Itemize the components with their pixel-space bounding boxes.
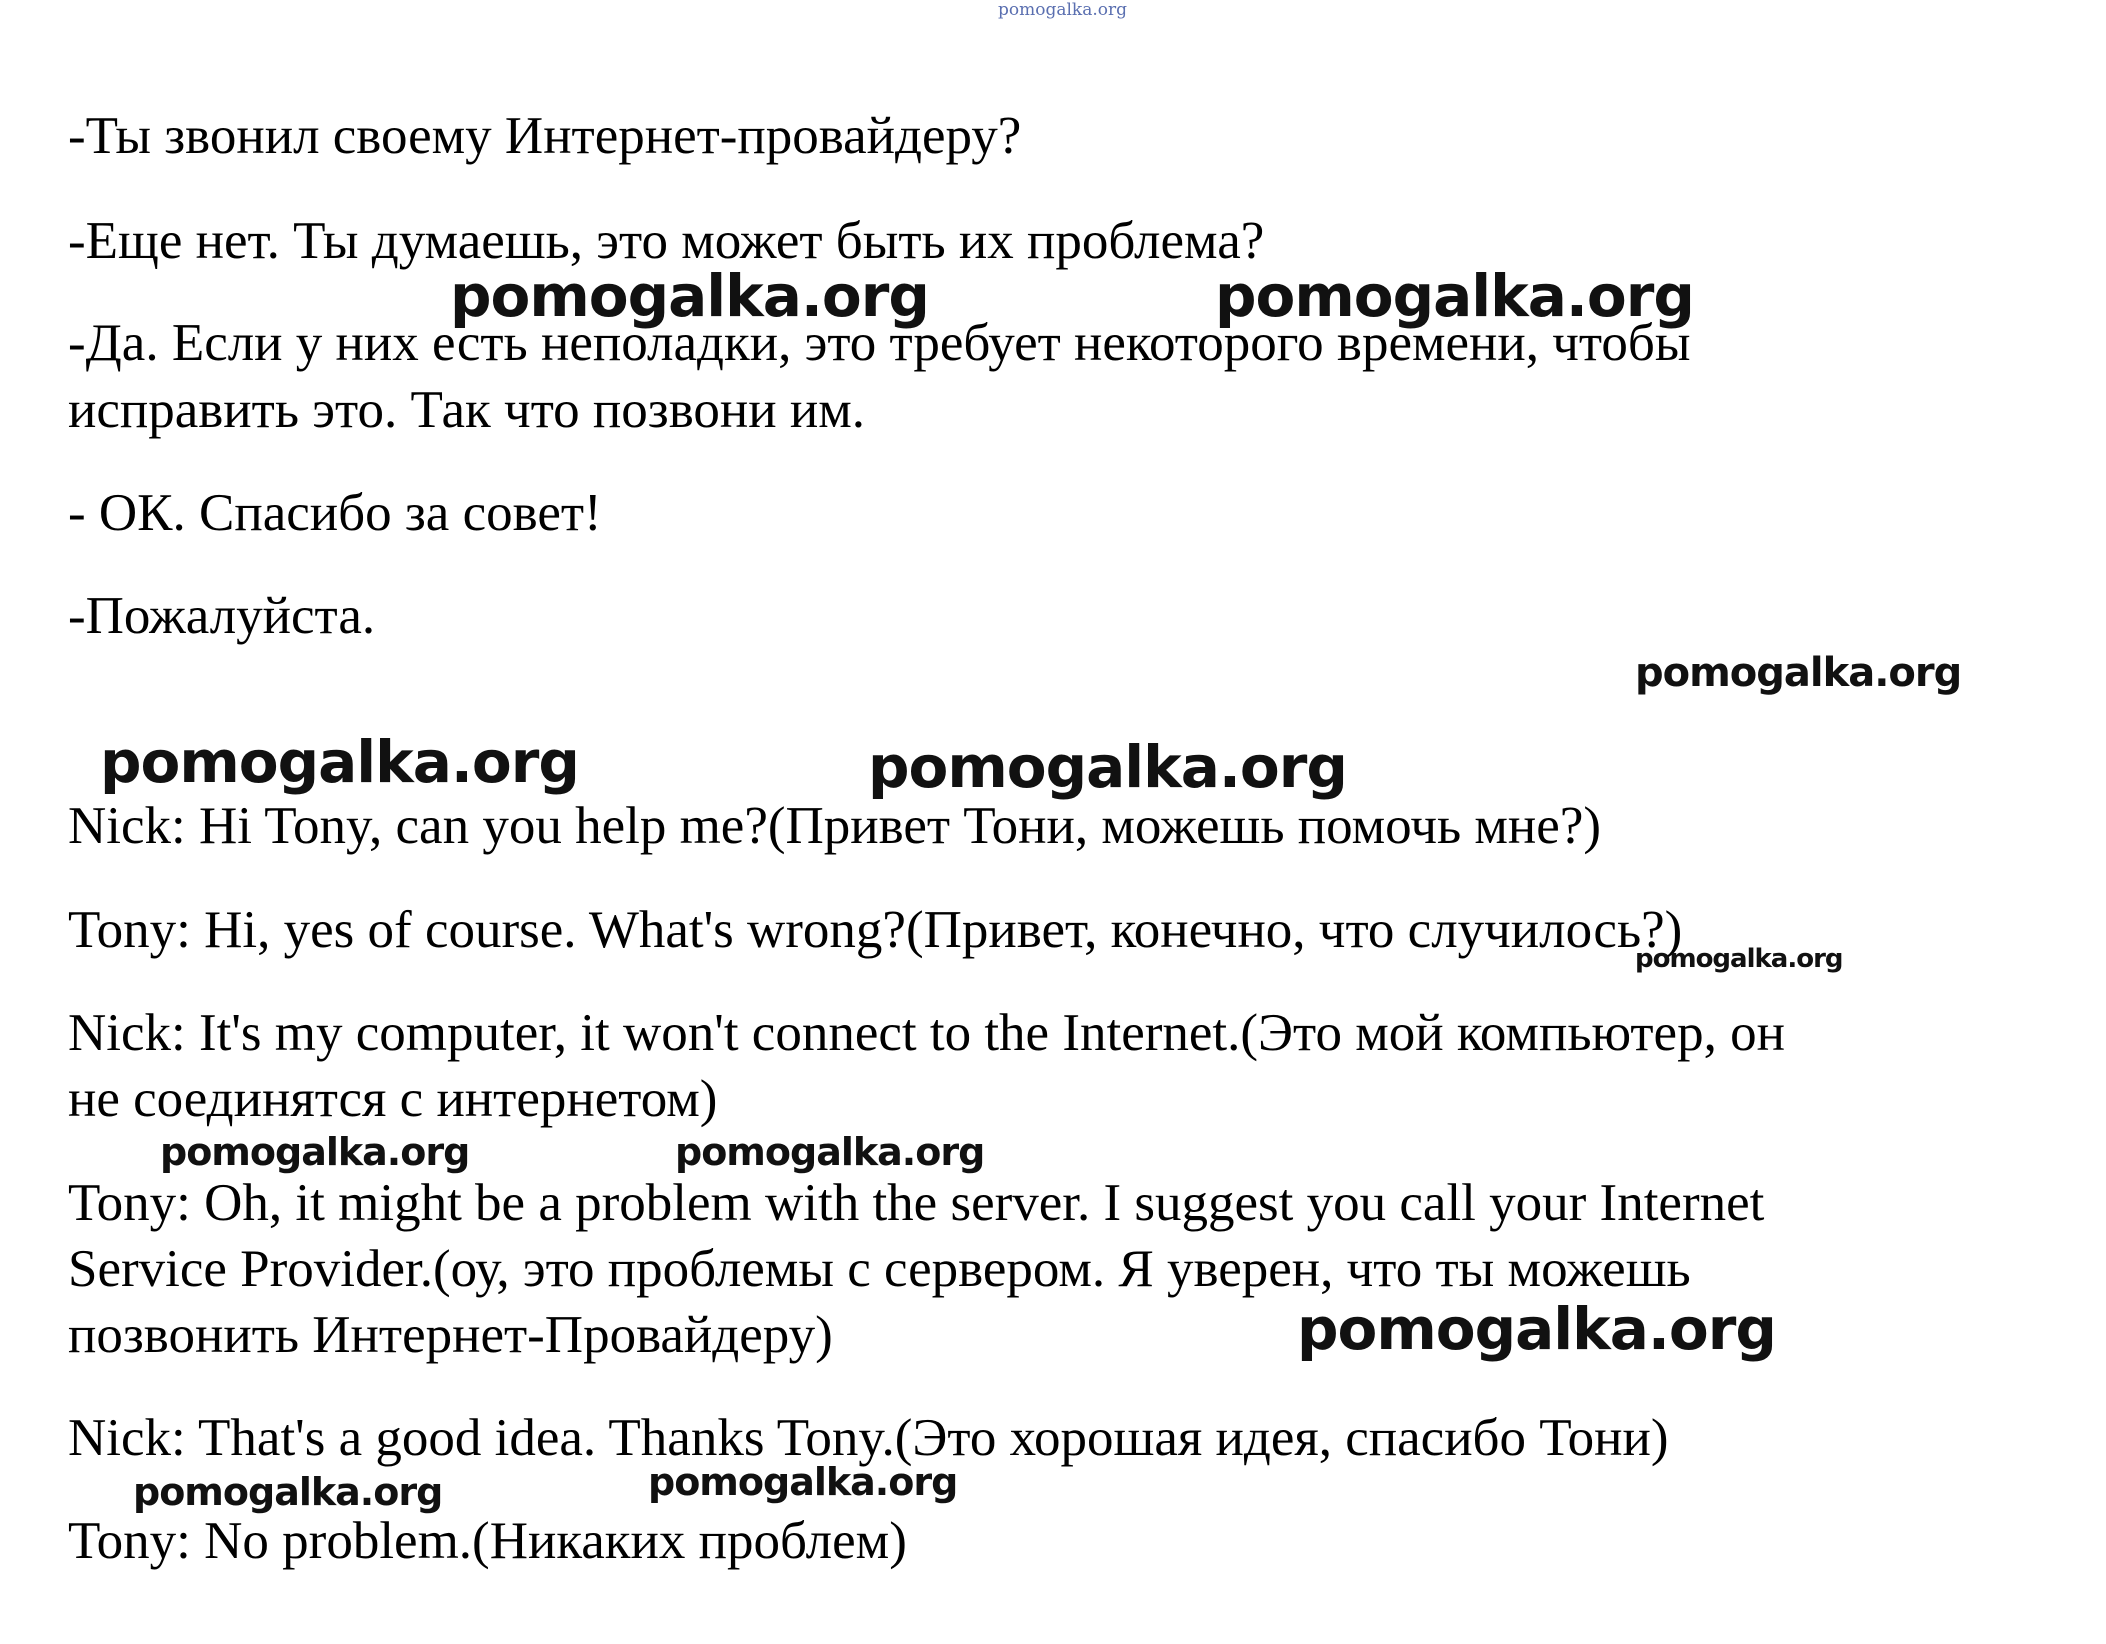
dialogue-line: Nick: Hi Tony, can you help me?(Привет Тони, можешь помочь мне?)	[68, 797, 1601, 855]
dialogue-line: Tony: Oh, it might be a problem with the server. I suggest you call your Internet	[68, 1174, 1765, 1232]
dialogue-line: позвонить Интернет-Провайдеру)	[68, 1306, 833, 1364]
dialogue-line: -Да. Если у них есть неполадки, это требует некоторого времени, чтобы	[68, 314, 1691, 372]
watermark: pomogalka.org	[868, 733, 1347, 801]
watermark: pomogalka.org	[1635, 944, 1843, 974]
dialogue-line: - ОК. Спасибо за совет!	[68, 484, 602, 542]
watermark: pomogalka.org	[100, 728, 579, 796]
watermark: pomogalka.org	[1215, 262, 1694, 330]
watermark: pomogalka.org	[133, 1470, 443, 1514]
dialogue-line: не соединятся с интернетом)	[68, 1070, 718, 1128]
watermark: pomogalka.org	[160, 1130, 470, 1174]
dialogue-line: Tony: Hi, yes of course. What's wrong?(Привет, конечно, что случилось?)	[68, 901, 1683, 959]
watermark: pomogalka.org	[648, 1460, 958, 1504]
dialogue-line: исправить это. Так что позвони им.	[68, 381, 865, 439]
watermark: pomogalka.org	[1635, 650, 1962, 696]
header-watermark: pomogalka.org	[998, 0, 1128, 20]
watermark: pomogalka.org	[1297, 1295, 1776, 1363]
dialogue-line: -Пожалуйста.	[68, 587, 376, 645]
dialogue-line: -Ты звонил своему Интернет-провайдеру?	[68, 107, 1022, 165]
dialogue-line: Tony: No problem.(Никаких проблем)	[68, 1512, 907, 1570]
dialogue-line: Service Provider.(оу, это проблемы с сервером. Я уверен, что ты можешь	[68, 1240, 1691, 1298]
watermark: pomogalka.org	[675, 1130, 985, 1174]
watermark: pomogalka.org	[450, 262, 929, 330]
dialogue-line: Nick: That's a good idea. Thanks Tony.(Это хорошая идея, спасибо Тони)	[68, 1409, 1669, 1467]
dialogue-line: -Еще нет. Ты думаешь, это может быть их проблема?	[68, 212, 1265, 270]
dialogue-line: Nick: It's my computer, it won't connect to the Internet.(Это мой компьютер, он	[68, 1004, 1785, 1062]
